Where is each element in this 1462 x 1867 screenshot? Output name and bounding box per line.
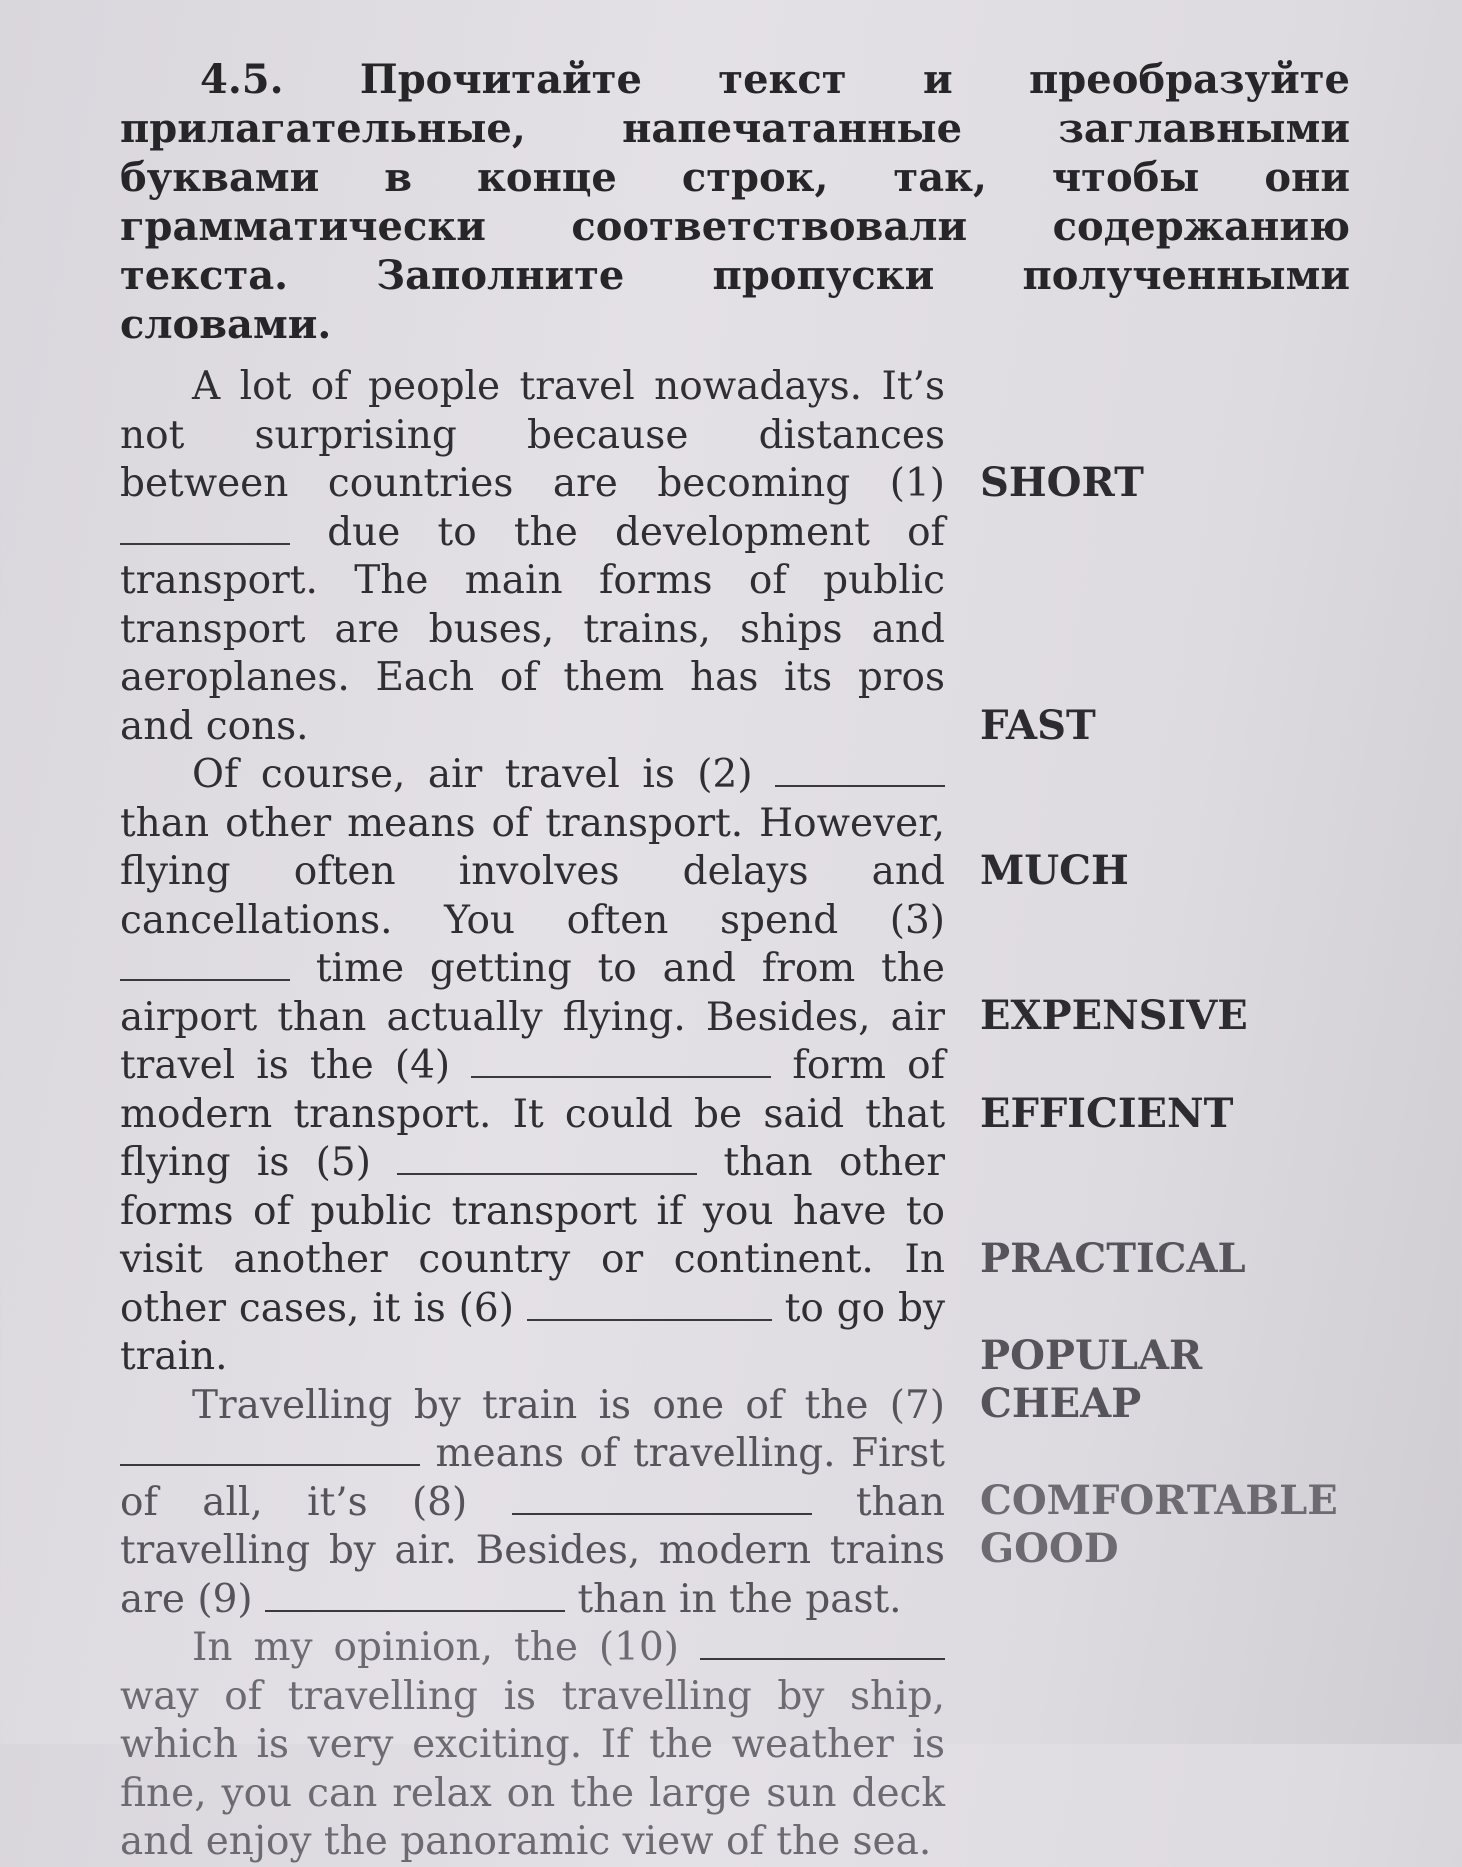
text-segment: way of travelling is travelling by ship, which is very exciting. If the weather is fine, you can relax on the large sun deck and enjoy the panoramic view of the sea. xyxy=(120,1673,945,1864)
exercise-body xyxy=(120,363,1360,1867)
word-popular: POPULAR xyxy=(980,1332,1203,1379)
word-much: MUCH xyxy=(980,847,1129,894)
gap-3[interactable] xyxy=(120,951,290,981)
text-segment: than other forms of public transport if you have to visit another country or continent. In other cases, it is (6) xyxy=(120,1140,945,1331)
exercise-number: 4.5. xyxy=(200,56,284,103)
text-segment: means of travelling. First of all, it’s (8) xyxy=(120,1431,945,1525)
exercise-heading xyxy=(120,55,1350,349)
word-efficient: EFFICIENT xyxy=(980,1090,1234,1137)
text-segment: form of modern transport. It could be said that flying is (5) xyxy=(120,1043,946,1185)
text-segment: than other means of transport. However, flying often involves delays and cancellations. You often spend (3) xyxy=(120,800,945,943)
paragraph-3 xyxy=(120,1382,945,1625)
text-segment: A lot of people travel nowadays. It’s not surprising because distances between countries are becoming (1) xyxy=(120,364,945,506)
word-expensive: EXPENSIVE xyxy=(980,992,1248,1039)
gap-10[interactable] xyxy=(700,1630,945,1660)
word-comfortable: COMFORTABLE xyxy=(980,1477,1338,1524)
word-fast: FAST xyxy=(980,702,1096,749)
paragraph-4 xyxy=(120,1624,945,1867)
gap-1[interactable] xyxy=(120,515,290,545)
gap-6[interactable] xyxy=(527,1291,772,1321)
text-segment: due to the development of transport. The main forms of public transport are buses, trains, ships and aeroplanes. Each of them has its pros and cons. xyxy=(120,509,945,749)
word-practical: PRACTICAL xyxy=(980,1235,1246,1282)
text-segment: than in the past. xyxy=(577,1576,902,1622)
gap-2[interactable] xyxy=(775,757,945,787)
gap-4[interactable] xyxy=(471,1048,771,1078)
text-segment: Of course, air travel is (2) xyxy=(192,752,753,797)
text-segment: In my opinion, the (10) xyxy=(192,1625,679,1670)
exercise-page xyxy=(120,55,1360,1867)
word-cheap: CHEAP xyxy=(980,1380,1142,1427)
word-good: GOOD xyxy=(980,1525,1119,1572)
text-segment: to go by train. xyxy=(120,1285,946,1379)
gap-7[interactable] xyxy=(120,1436,420,1466)
exercise-instruction: Прочитайте текст и преобразуйте прилагательные, напечатанные заглавными буквами в конце строк, так, чтобы они грамматически соответствовали содержанию текста. Заполните пропуски полученными словами. xyxy=(120,56,1350,348)
gap-9[interactable] xyxy=(265,1582,565,1612)
gap-5[interactable] xyxy=(397,1145,697,1175)
paragraph-2 xyxy=(120,751,945,1382)
text-segment: than travelling by air. Besides, modern trains are (9) xyxy=(120,1479,945,1622)
text-segment: time getting to and from the airport than actually flying. Besides, air travel is the (4) xyxy=(120,946,945,1088)
gap-8[interactable] xyxy=(512,1485,812,1515)
paragraph-1 xyxy=(120,363,945,751)
word-short: SHORT xyxy=(980,459,1144,506)
text-segment: Travelling by train is one of the (7) xyxy=(192,1382,945,1428)
reading-text xyxy=(120,363,945,1867)
